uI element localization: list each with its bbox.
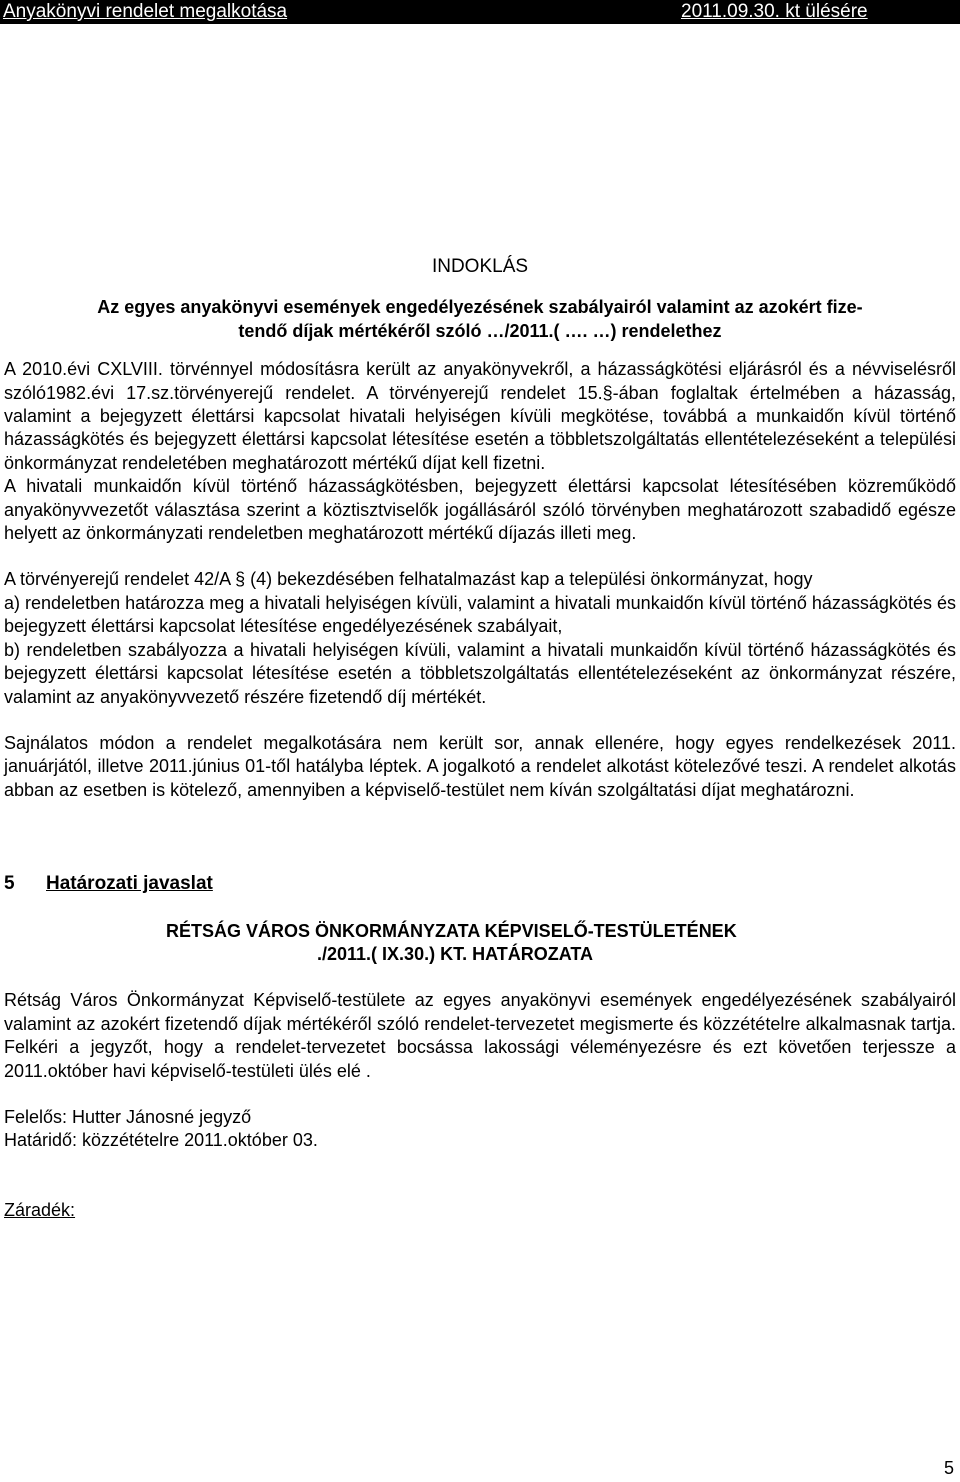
zaradek-label: Záradék: — [4, 1199, 76, 1220]
section-title: Határozati javaslat — [46, 873, 213, 895]
indoklas-subtitle-line-2: tendő díjak mértékéről szóló …/2011.( …. …) rendelethez — [238, 320, 722, 341]
indoklas-subtitle-line-1: Az egyes anyakönyvi események engedélyezésének szabályairól valamint az azokért fize- — [97, 297, 863, 318]
indoklas-paragraph-4: Sajnálatos módon a rendelet megalkotására nem került sor, annak ellenére, hogy egyes rendelkezések 2011. januárjától, illetve 2011.június 01-től hatályba léptek. A jogalkotó a rendelet alkotást kötelezővé teszi. A rendelet alkotás abban az esetben is kötelező, amennyiben a képviselő-testület nem kíván szolgáltatási díjat meghatározni. — [4, 732, 956, 800]
hatarozat-body: Rétság Város Önkormányzat Képviselő-testülete az egyes anyakönyvi események engedélyezésének szabályairól valamint az azokért fizetendő díjak mértékéről szóló rendelet-tervezetet megismerte és közzétételre alkalmasnak tartja. Felkéri a jegyzőt, hogy a rendelet-tervezetet bocsássa lakossági véleményezésre és ezt követően terjessze a 2011.október havi képviselő-testületi ülés elé . — [4, 990, 956, 1081]
hatarozat-felelos: Felelős: Hutter Jánosné jegyző — [4, 1106, 252, 1127]
page-number: 5 — [943, 1458, 954, 1478]
indoklas-paragraph-3: A törvényerejű rendelet 42/A § (4) bekezdésében felhatalmazást kap a települési önkormányzat, hogy — [4, 569, 813, 590]
page-header — [0, 0, 960, 24]
header-date: 2011.09.30. kt ülésére — [681, 1, 868, 22]
indoklas-paragraph-2: A hivatali munkaidőn kívül történő házasságkötésben, bejegyzett élettársi kapcsolat létesítésében közreműködő anyakönyvvezetőt választása szerint a köztisztviselők jogállásáról szóló törvényben meghatározott szabadidő egésze helyett az önkormányzati rendeletben meghatározott mértékű díjazás illeti meg. — [4, 476, 956, 544]
indoklas-paragraph-1: A 2010.évi CXLVIII. törvénnyel módosításra került az anyakönyvekről, a házasságkötési eljárásról és a névviselésről szóló1982.évi 17.sz.törvényerejű rendelet. A törvényerejű rendelet 15.§-ában foglaltak értelmében a házasság, valamint a bejegyzett élettársi kapcsolat hivatali helyiségen kívüli megkötése, továbbá a munkaidőn kívül történő házasságkötés és bejegyzett élettársi kapcsolat létesítése esetén a többletszolgáltatás ellentételezéseként a települési önkormányzat rendeletében meghatározott mértékű díjat kell fizetni. — [4, 359, 956, 473]
document-body — [4, 255, 956, 1222]
indoklas-item-a: a) rendeletben határozza meg a hivatali helyiségen kívüli, valamint a hivatali munkaidőn kívül történő házasságkötés és bejegyzett élettársi kapcsolat létesítése engedélyezésének szabályait, — [4, 592, 956, 637]
header-title: Anyakönyvi rendelet megalkotása — [3, 1, 288, 22]
hatarozat-title-line-2: ./2011.( IX.30.) KT. HATÁROZATA — [317, 943, 594, 964]
hatarozat-hatarido: Határidő: közzétételre 2011.október 03. — [4, 1130, 318, 1151]
section-number: 5 — [4, 873, 15, 895]
indoklas-item-b: b) rendeletben szabályozza a hivatali helyiségen kívüli, valamint a hivatali munkaidőn kívül történő házasságkötés és bejegyzett élettársi kapcsolat létesítése esetén a többletszolgáltatás ellentételezéseként az önkormányzat részére, valamint az anyakönyvvezető részére fizetendő díj mértékét. — [4, 639, 956, 707]
indoklas-heading: INDOKLÁS — [431, 256, 529, 277]
section-heading — [4, 872, 956, 895]
hatarozat-title-line-1: RÉTSÁG VÁROS ÖNKORMÁNYZATA KÉPVISELŐ-TESTÜLETÉNEK — [166, 920, 737, 941]
